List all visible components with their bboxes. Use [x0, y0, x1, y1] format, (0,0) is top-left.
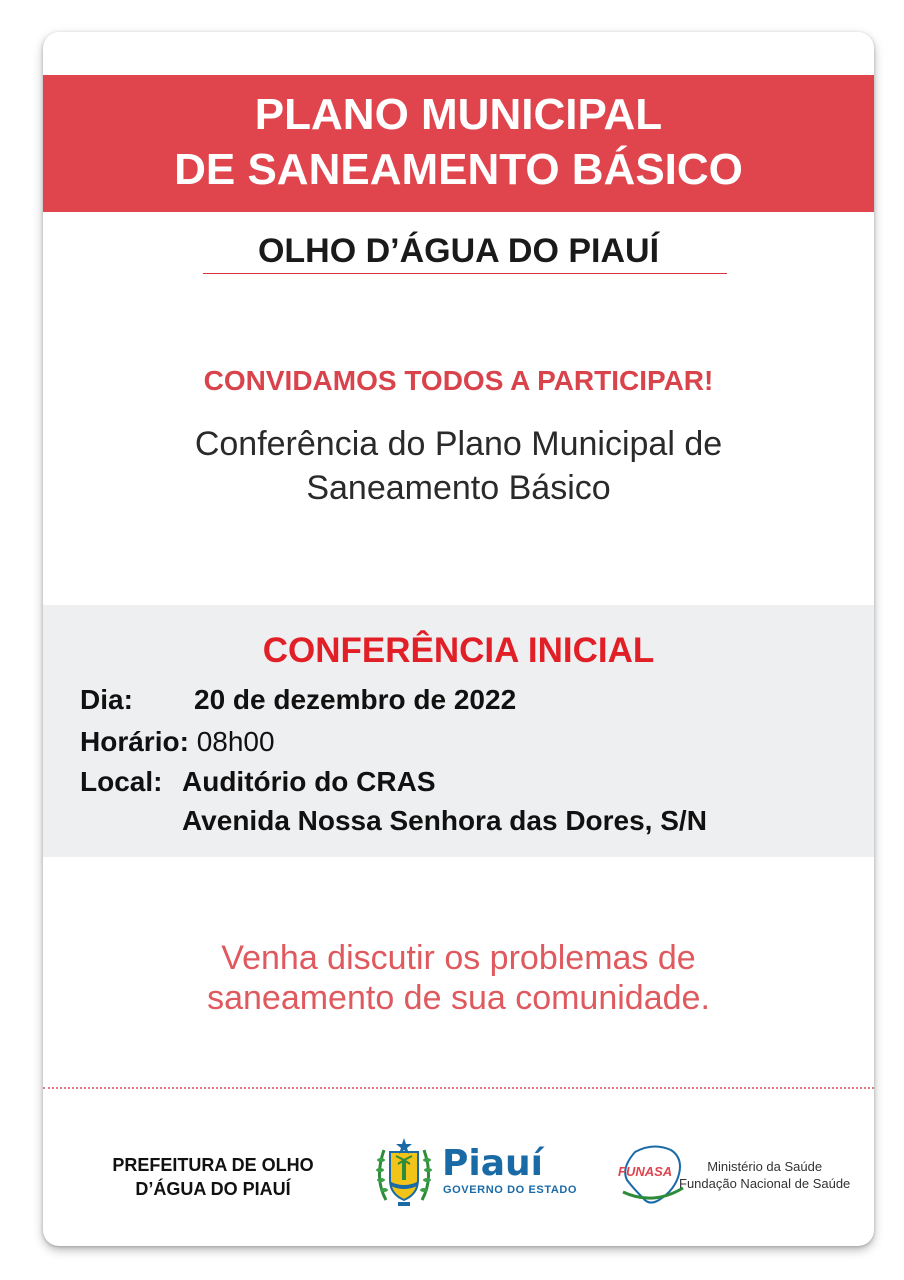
prefeitura-line1: PREFEITURA DE OLHO: [112, 1155, 314, 1175]
place-line1: Auditório do CRAS: [182, 766, 436, 797]
ministry-line2: Fundação Nacional de Saúde: [679, 1176, 851, 1191]
banner-title-line2: DE SANEAMENTO BÁSICO: [174, 145, 743, 194]
time-label: Horário:: [80, 726, 189, 757]
day-label: Dia:: [80, 684, 133, 715]
place-row: [80, 764, 162, 800]
piaui-subtitle: GOVERNO DO ESTADO: [443, 1184, 578, 1196]
ministry-line1: Ministério da Saúde: [707, 1159, 823, 1174]
invitation-card: [43, 32, 874, 1246]
place-line2: Avenida Nossa Senhora das Dores, S/N: [182, 805, 707, 836]
prefeitura-line2: D’ÁGUA DO PIAUÍ: [135, 1179, 291, 1199]
city-name: OLHO D’ÁGUA DO PIAUÍ: [257, 232, 660, 270]
place-label: Local:: [80, 766, 163, 797]
event-title: CONFERÊNCIA INICIAL: [262, 631, 655, 670]
time-row: [80, 724, 275, 760]
time-value: 08h00: [196, 726, 275, 757]
piaui-seal-icon: [372, 1130, 436, 1210]
city-underline: [203, 273, 727, 274]
conference-title-line1: Conferência do Plano Municipal de: [194, 425, 723, 463]
invite-heading: CONVIDAMOS TODOS A PARTICIPAR!: [203, 365, 714, 396]
cta-line2: saneamento de sua comunidade.: [207, 979, 710, 1017]
call-to-action: [43, 938, 874, 1018]
funasa-wordmark: FUNASA: [618, 1164, 673, 1179]
conference-title: [43, 422, 874, 510]
banner-title-line1: PLANO MUNICIPAL: [254, 90, 663, 139]
dotted-divider: [43, 1087, 874, 1089]
piaui-wordmark: Piauí: [442, 1143, 543, 1184]
cta-line1: Venha discutir os problemas de: [221, 939, 696, 977]
header-banner: [43, 75, 874, 212]
conference-title-line2: Saneamento Básico: [306, 469, 611, 507]
day-value: 20 de dezembro de 2022: [194, 684, 517, 715]
prefeitura-label: [91, 1153, 335, 1201]
ministry-text: [679, 1158, 850, 1192]
day-row: [80, 682, 133, 718]
